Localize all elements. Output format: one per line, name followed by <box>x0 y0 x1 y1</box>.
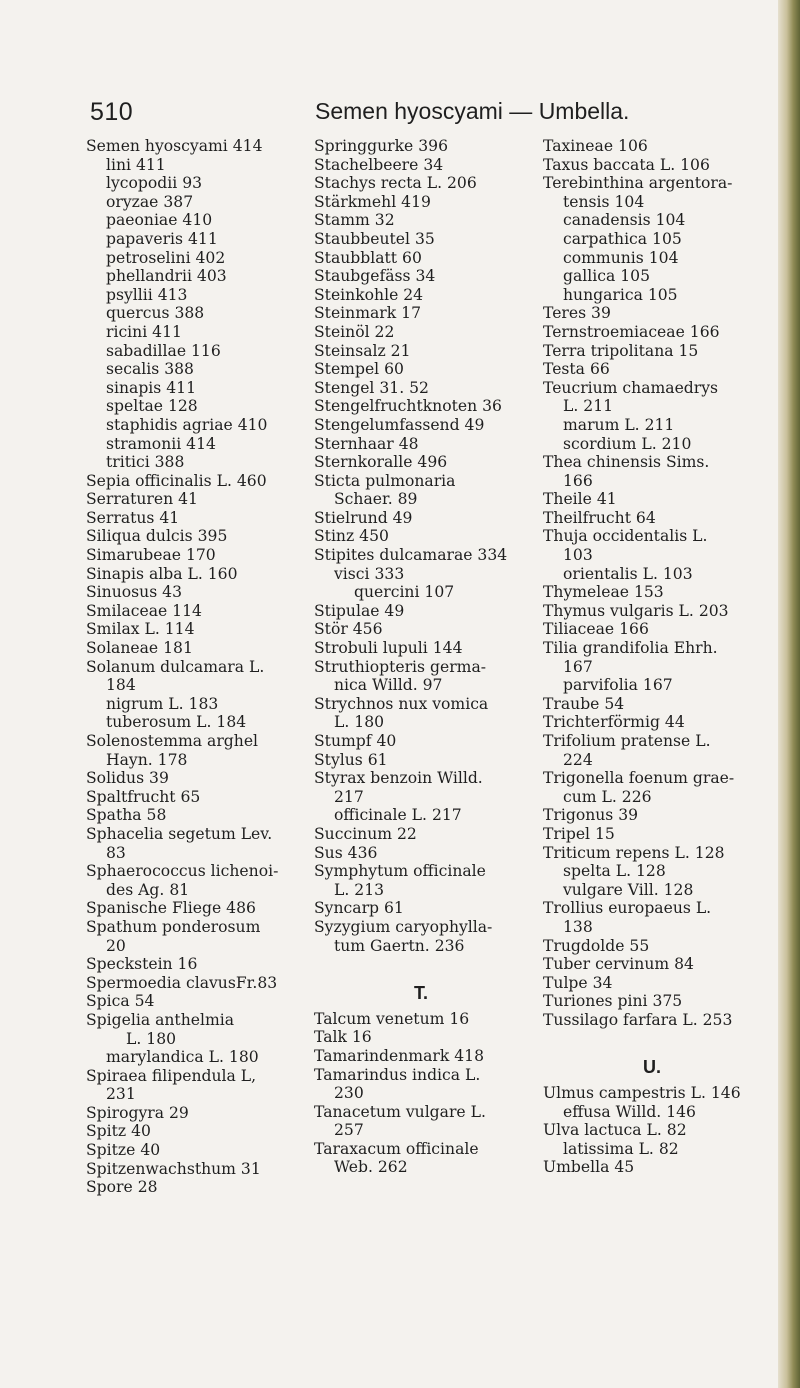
index-entry: Staubblatt 60 <box>314 248 422 267</box>
index-subentry: nigrum L. 183 <box>106 694 219 713</box>
index-entry: Ulmus campestris L. 146 <box>543 1084 741 1103</box>
index-entry: Spitzenwachsthum 31 <box>86 1159 261 1178</box>
section-letter-heading: T. <box>414 982 429 1003</box>
index-entry: Teres 39 <box>543 304 611 323</box>
index-entry: Stärkmehl 419 <box>314 192 431 211</box>
index-subentry: canadensis 104 <box>563 211 686 230</box>
index-subentry: 83 <box>106 843 126 862</box>
index-subentry: cum L. 226 <box>563 787 652 806</box>
index-subentry: phellandrii 403 <box>106 267 227 286</box>
index-entry: Staubgefäss 34 <box>314 267 436 286</box>
index-entry: Spirogyra 29 <box>86 1103 189 1122</box>
index-entry: Solaneae 181 <box>86 639 193 658</box>
index-subentry: parvifolia 167 <box>563 676 673 695</box>
index-entry: Trugdolde 55 <box>543 936 650 955</box>
index-entry: Sinapis alba L. 160 <box>86 564 238 583</box>
index-subentry: petroselini 402 <box>106 248 226 267</box>
section-letter-heading: U. <box>643 1057 661 1078</box>
index-column-2 <box>314 137 507 1177</box>
index-entry: Symphytum officinale <box>314 862 486 881</box>
index-subentry: sabadillae 116 <box>106 341 221 360</box>
index-entry: Smilax L. 114 <box>86 620 195 639</box>
index-entry: Theilfrucht 64 <box>543 508 656 527</box>
index-entry: Spaltfrucht 65 <box>86 787 201 806</box>
index-subentry: paeoniae 410 <box>106 211 213 230</box>
index-subentry: ricini 411 <box>106 322 182 341</box>
index-entry: Succinum 22 <box>314 824 417 843</box>
index-entry: Spica 54 <box>86 992 155 1011</box>
index-entry: Ulva lactuca L. 82 <box>543 1121 687 1140</box>
index-entry: Talk 16 <box>314 1028 372 1047</box>
index-entry: Trigonella foenum grae- <box>543 769 735 788</box>
index-entry: Spigelia anthelmia <box>86 1010 235 1029</box>
index-subentry: speltae 128 <box>106 397 198 416</box>
index-entry: Trifolium pratense L. <box>543 732 711 750</box>
page-edge-shadow <box>778 0 800 1388</box>
index-subentry: 166 <box>563 471 593 490</box>
index-subentry: stramonii 414 <box>106 434 216 453</box>
index-subentry: tuberosum L. 184 <box>106 713 247 732</box>
index-entry: Steinsalz 21 <box>314 341 411 360</box>
index-entry: Stylus 61 <box>314 750 388 769</box>
index-entry: Stachys recta L. 206 <box>314 174 477 193</box>
index-entry: Tamarindenmark 418 <box>314 1046 485 1065</box>
index-entry: Traube 54 <box>543 694 625 713</box>
index-subentry: lycopodii 93 <box>106 174 203 193</box>
index-column-3 <box>543 137 741 1177</box>
index-entry: Thymeleae 153 <box>543 583 664 602</box>
spacer <box>543 1030 741 1049</box>
index-entry: Teucrium chamaedrys <box>543 378 719 397</box>
index-subentry: 138 <box>563 917 593 936</box>
running-head: Semen hyoscyami — Umbella. <box>315 98 630 124</box>
index-subentry: quercus 388 <box>106 304 205 323</box>
index-entry: Spathum ponderosum <box>86 917 261 936</box>
index-entry: Ternstroemiaceae 166 <box>543 322 720 341</box>
index-subentry: L. 213 <box>334 880 385 899</box>
index-subentry: L. 211 <box>563 397 614 416</box>
index-entry: Stör 456 <box>314 620 383 639</box>
index-entry: Stipites dulcamarae 334 <box>314 546 508 565</box>
index-subentry: tritici 388 <box>106 453 185 472</box>
index-entry: Spermoedia clavusFr.83 <box>86 973 278 992</box>
index-entry: Stielrund 49 <box>314 508 413 527</box>
index-entry: Thea chinensis Sims. <box>543 453 710 472</box>
index-entry: Trigonus 39 <box>543 806 639 825</box>
index-subentry: spelta L. 128 <box>563 862 666 881</box>
index-entry: Solenostemma arghel <box>86 732 259 750</box>
index-entry: Stumpf 40 <box>314 732 397 750</box>
index-column-1 <box>86 137 278 1197</box>
index-subentry: 224 <box>563 750 593 769</box>
index-entry: Steinöl 22 <box>314 322 395 341</box>
index-entry: Springgurke 396 <box>314 137 449 155</box>
index-entry: Sphacelia segetum Lev. <box>86 824 273 843</box>
index-entry: Steinkohle 24 <box>314 285 424 304</box>
index-entry: Stinz 450 <box>314 527 389 546</box>
index-subentry: vulgare Vill. 128 <box>563 880 694 899</box>
index-subentry: lini 411 <box>106 155 166 174</box>
index-entry: Terra tripolitana 15 <box>543 341 699 360</box>
index-entry: Thymus vulgaris L. 203 <box>543 601 729 620</box>
index-subentry: papaveris 411 <box>106 229 218 248</box>
index-entry: Stipulae 49 <box>314 601 405 620</box>
index-entry: Tussilago farfara L. 253 <box>543 1010 733 1029</box>
index-entry: Speckstein 16 <box>86 955 198 974</box>
index-entry: Theile 41 <box>543 490 617 509</box>
index-subentry: psyllii 413 <box>106 285 188 304</box>
index-entry: Stengelfruchtknoten 36 <box>314 397 502 416</box>
index-subentry: tum Gaertn. 236 <box>334 936 465 955</box>
index-entry: Tiliaceae 166 <box>543 620 649 639</box>
index-entry: Sinuosus 43 <box>86 583 182 602</box>
index-entry: Stachelbeere 34 <box>314 155 444 174</box>
index-subentry: Hayn. 178 <box>106 750 188 769</box>
index-entry: Steinmark 17 <box>314 304 421 323</box>
index-entry: Sepia officinalis L. 460 <box>86 471 267 490</box>
index-entry: Terebinthina argentora- <box>543 174 733 193</box>
index-subentry: marylandica L. 180 <box>106 1048 259 1067</box>
index-entry: Semen hyoscyami 414 <box>86 137 263 155</box>
index-entry: Turiones pini 375 <box>543 992 683 1011</box>
index-subentry: visci 333 <box>334 564 405 583</box>
index-entry: Tamarindus indica L. <box>314 1065 481 1084</box>
index-entry: Spitze 40 <box>86 1141 161 1160</box>
index-entry: Umbella 45 <box>543 1158 635 1177</box>
index-entry: Serraturen 41 <box>86 490 198 509</box>
index-entry: Testa 66 <box>543 360 610 379</box>
index-entry: Spore 28 <box>86 1178 158 1197</box>
index-entry: Struthiopteris germa- <box>314 657 487 676</box>
index-entry: Serratus 41 <box>86 508 180 527</box>
index-entry: Strobuli lupuli 144 <box>314 639 463 658</box>
index-entry: Sternkoralle 496 <box>314 453 448 472</box>
index-subentry: orientalis L. 103 <box>563 564 693 583</box>
index-entry: Taraxacum officinale <box>314 1139 479 1158</box>
spacer <box>314 955 507 974</box>
index-entry: Styrax benzoin Willd. <box>314 769 483 788</box>
index-entry: Spatha 58 <box>86 806 167 825</box>
index-subentry: 167 <box>563 657 593 676</box>
index-subentry: L. 180 <box>334 713 385 732</box>
index-entry: Tanacetum vulgare L. <box>314 1102 486 1121</box>
index-entry: Syncarp 61 <box>314 899 404 918</box>
index-subentry: staphidis agriae 410 <box>106 415 268 434</box>
index-entry: Sphaerococcus lichenoi- <box>86 862 279 881</box>
index-subentry: 103 <box>563 546 593 565</box>
index-subentry: 231 <box>106 1085 136 1104</box>
index-entry: Tulpe 34 <box>543 973 613 992</box>
index-entry: Tripel 15 <box>543 824 615 843</box>
index-entry: Stengelumfassend 49 <box>314 415 485 434</box>
index-entry: Strychnos nux vomica <box>314 694 489 713</box>
index-subentry: secalis 388 <box>106 360 194 379</box>
index-subentry: 230 <box>334 1084 364 1103</box>
index-entry: Triticum repens L. 128 <box>543 843 725 862</box>
index-subentry: Schaer. 89 <box>334 490 418 509</box>
index-subentry: 20 <box>106 936 126 955</box>
index-entry: Thuja occidentalis L. <box>543 527 708 546</box>
index-subentry: hungarica 105 <box>563 285 678 304</box>
index-subentry: sinapis 411 <box>106 378 197 397</box>
index-entry: Tilia grandifolia Ehrh. <box>543 639 718 658</box>
index-entry: Stempel 60 <box>314 360 404 379</box>
index-entry: Spanische Fliege 486 <box>86 899 256 918</box>
index-subentry: 184 <box>106 676 136 695</box>
index-entry: Tuber cervinum 84 <box>543 955 694 974</box>
index-subentry: latissima L. 82 <box>563 1139 679 1158</box>
index-entry: Solanum dulcamara L. <box>86 657 265 676</box>
page-number: 510 <box>90 98 134 126</box>
index-subentry: Web. 262 <box>334 1158 408 1177</box>
index-entry: Stamm 32 <box>314 211 395 230</box>
index-entry: Sus 436 <box>314 843 378 862</box>
index-entry: Spitz 40 <box>86 1122 151 1141</box>
index-entry: Stengel 31. 52 <box>314 378 429 397</box>
index-entry: Staubbeutel 35 <box>314 229 435 248</box>
index-subentry: officinale L. 217 <box>334 806 462 825</box>
index-subentry: carpathica 105 <box>563 229 682 248</box>
index-subentry: gallica 105 <box>563 267 650 286</box>
index-subentry: 217 <box>334 787 364 806</box>
index-entry: Syzygium caryophylla- <box>314 917 493 936</box>
index-entry: Trollius europaeus L. <box>543 899 712 918</box>
index-entry: Taxus baccata L. 106 <box>543 155 710 174</box>
index-entry: Spiraea filipendula L, <box>86 1066 257 1085</box>
index-subentry: nica Willd. 97 <box>334 676 443 695</box>
index-subentry: L. 180 <box>126 1029 177 1048</box>
index-entry: Talcum venetum 16 <box>314 1009 470 1028</box>
index-entry: Sternhaar 48 <box>314 434 419 453</box>
index-subentry: quercini 107 <box>354 583 455 602</box>
index-subentry: des Ag. 81 <box>106 880 190 899</box>
index-subentry: tensis 104 <box>563 192 645 211</box>
index-subentry: communis 104 <box>563 248 679 267</box>
index-subentry: effusa Willd. 146 <box>563 1102 696 1121</box>
index-entry: Sticta pulmonaria <box>314 471 456 490</box>
index-entry: Trichterförmig 44 <box>543 713 685 732</box>
index-entry: Solidus 39 <box>86 769 169 788</box>
index-entry: Simarubeae 170 <box>86 546 216 565</box>
index-subentry: 257 <box>334 1121 364 1140</box>
index-subentry: oryzae 387 <box>106 192 194 211</box>
index-entry: Taxineae 106 <box>543 137 648 155</box>
index-entry: Smilaceae 114 <box>86 601 202 620</box>
index-subentry: marum L. 211 <box>563 415 675 434</box>
index-subentry: scordium L. 210 <box>563 434 692 453</box>
index-entry: Siliqua dulcis 395 <box>86 527 228 546</box>
